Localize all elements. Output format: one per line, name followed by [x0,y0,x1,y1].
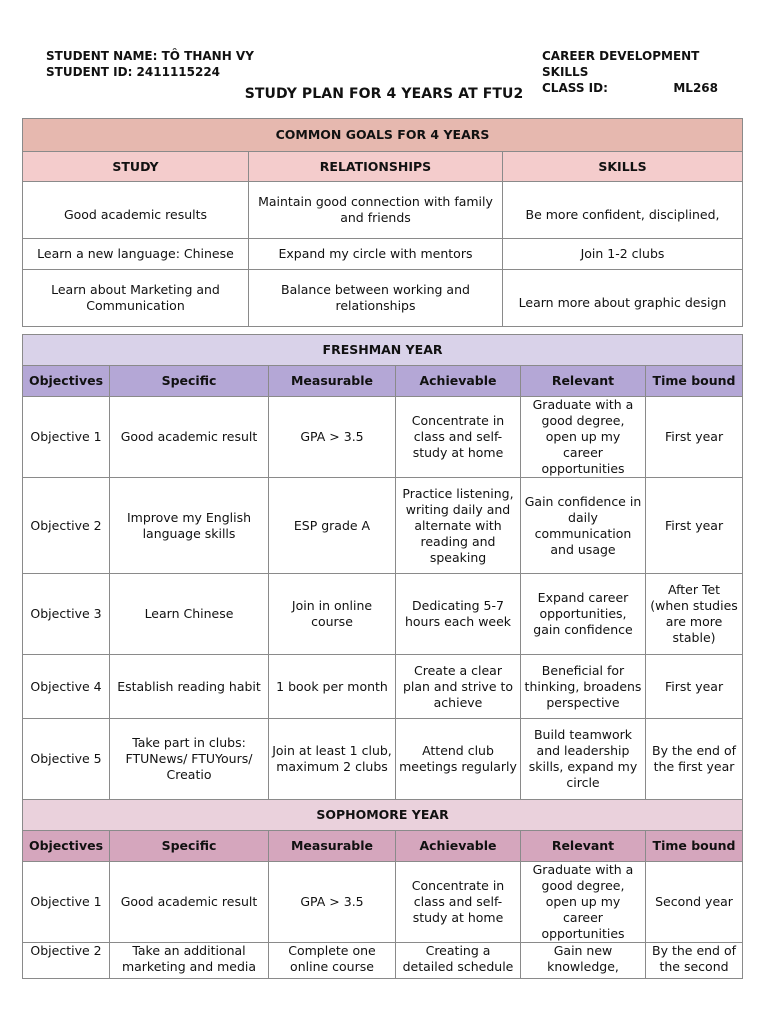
objective-cell: Objective 4 [23,655,110,719]
measurable-cell: ESP grade A [269,478,396,574]
class-id-value: ML268 [673,81,718,95]
specific-cell: Take part in clubs: FTUNews/ FTUYours/ Creatio [110,719,269,800]
table-cell: Be more confident, disciplined, [503,182,743,239]
objective-cell: Objective 5 [23,719,110,800]
specific-cell: Good academic result [110,397,269,478]
achievable-cell: Dedicating 5-7 hours each week [396,574,521,655]
document-title: STUDY PLAN FOR 4 YEARS AT FTU2 [244,86,524,102]
table-row [23,862,743,943]
column-header-time-bound: Time bound [646,831,743,862]
time-bound-cell: First year [646,397,743,478]
relevant-cell: Gain confidence in daily communication and usage [521,478,646,574]
table-row [23,943,743,979]
relevant-cell: Graduate with a good degree, open up my career opportunities [521,862,646,943]
column-header-objectives: Objectives [23,366,110,397]
student-name: STUDENT NAME: TÔ THANH VY [46,49,254,63]
time-bound-cell: After Tet (when studies are more stable) [646,574,743,655]
column-header-time-bound: Time bound [646,366,743,397]
table-cell: Learn more about graphic design [503,270,743,327]
specific-cell: Take an additional marketing and media [110,943,269,979]
time-bound-cell: Second year [646,862,743,943]
achievable-cell: Practice listening, writing daily and alternate with reading and speaking [396,478,521,574]
table-cell: Join 1-2 clubs [503,239,743,270]
achievable-cell: Create a clear plan and strive to achieve [396,655,521,719]
table-cell: Learn a new language: Chinese [23,239,249,270]
relevant-cell: Expand career opportunities, gain confidence [521,574,646,655]
time-bound-cell: By the end of the second [646,943,743,979]
table-cell: Expand my circle with mentors [249,239,503,270]
table-cell: Good academic results [23,182,249,239]
column-header-objectives: Objectives [23,831,110,862]
column-header-specific: Specific [110,831,269,862]
objective-cell: Objective 1 [23,862,110,943]
common-goals-table [22,118,743,327]
measurable-cell: GPA > 3.5 [269,862,396,943]
time-bound-cell: First year [646,478,743,574]
measurable-cell: Join at least 1 club, maximum 2 clubs [269,719,396,800]
column-header-achievable: Achievable [396,831,521,862]
column-header-relationships: RELATIONSHIPS [249,152,503,182]
column-header-relevant: Relevant [521,366,646,397]
measurable-cell: Join in online course [269,574,396,655]
time-bound-cell: By the end of the first year [646,719,743,800]
table-row [23,182,743,239]
specific-cell: Good academic result [110,862,269,943]
table-cell: Balance between working and relationships [249,270,503,327]
table-cell: Maintain good connection with family and friends [249,182,503,239]
objective-cell: Objective 2 [23,943,110,979]
column-header-specific: Specific [110,366,269,397]
freshman-year-title: FRESHMAN YEAR [23,335,743,366]
table-row [23,270,743,327]
column-header-measurable: Measurable [269,366,396,397]
student-id: STUDENT ID: 2411115224 [46,65,221,79]
time-bound-cell: First year [646,655,743,719]
relevant-cell: Gain new knowledge, [521,943,646,979]
column-header-skills: SKILLS [503,152,743,182]
column-header-study: STUDY [23,152,249,182]
achievable-cell: Attend club meetings regularly [396,719,521,800]
column-header-relevant: Relevant [521,831,646,862]
relevant-cell: Build teamwork and leadership skills, expand my circle [521,719,646,800]
relevant-cell: Graduate with a good degree, open up my career opportunities [521,397,646,478]
relevant-cell: Beneficial for thinking, broadens perspective [521,655,646,719]
measurable-cell: Complete one online course [269,943,396,979]
table-row [23,719,743,800]
table-row [23,478,743,574]
specific-cell: Improve my English language skills [110,478,269,574]
objective-cell: Objective 3 [23,574,110,655]
measurable-cell: GPA > 3.5 [269,397,396,478]
table-row [23,239,743,270]
table-row [23,655,743,719]
achievable-cell: Concentrate in class and self-study at home [396,397,521,478]
achievable-cell: Creating a detailed schedule [396,943,521,979]
specific-cell: Learn Chinese [110,574,269,655]
objective-cell: Objective 2 [23,478,110,574]
specific-cell: Establish reading habit [110,655,269,719]
class-id-label: CLASS ID: [542,81,608,95]
course-name: CAREER DEVELOPMENT SKILLS [542,49,700,79]
table-row [23,574,743,655]
table-row [23,397,743,478]
common-goals-title: COMMON GOALS FOR 4 YEARS [23,119,743,152]
yearly-plan-table [22,334,743,979]
objective-cell: Objective 1 [23,397,110,478]
table-cell: Learn about Marketing and Communication [23,270,249,327]
student-info [46,48,254,80]
column-header-achievable: Achievable [396,366,521,397]
achievable-cell: Concentrate in class and self-study at home [396,862,521,943]
sophomore-year-title: SOPHOMORE YEAR [23,800,743,831]
measurable-cell: 1 book per month [269,655,396,719]
column-header-measurable: Measurable [269,831,396,862]
